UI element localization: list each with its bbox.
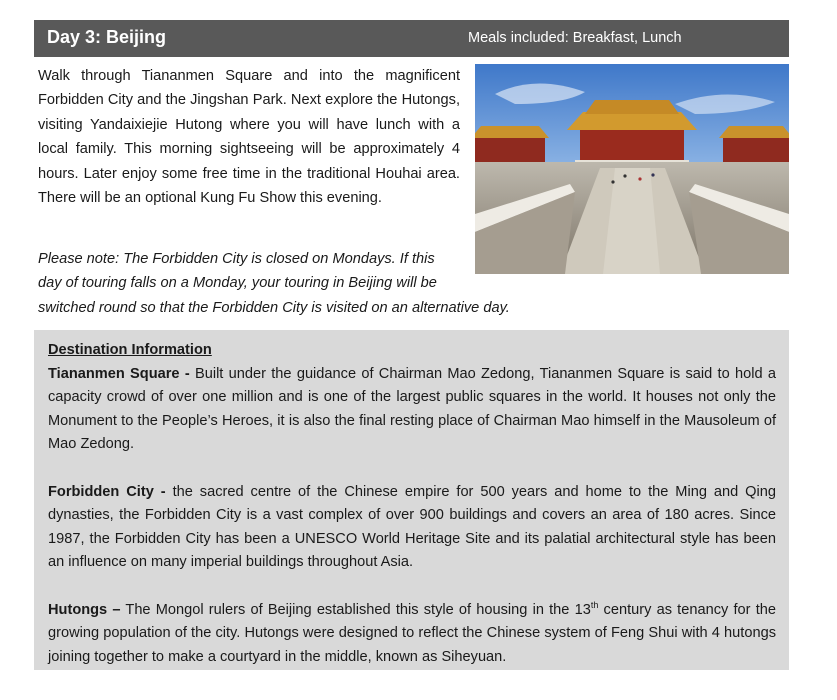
- note-line: Please note: The Forbidden City is closed on Mondays. If this: [38, 251, 435, 267]
- entry-text: the sacred centre of the Chinese empire for 500 years and home to the Ming and Qing dynasties, the Forbidden City is a vast complex of over 900 buildings and covers an area of 180 acres. Since 1987, the Forbidden City has been a UNESCO World Heritage Site and its palatial architectural style has been an influence on many imperial buildings throughout Asia.: [48, 483, 776, 571]
- entry-name: Forbidden City -: [48, 483, 166, 500]
- note-line: day of touring falls on a Monday, your touring in Beijing will be: [38, 275, 437, 292]
- forbidden-city-photo: [475, 64, 789, 274]
- destination-info-panel: [34, 330, 789, 670]
- day-header: [34, 20, 789, 57]
- forbidden-city-entry: [48, 481, 776, 575]
- entry-text: century as tenancy for the growing population of the city. Hutongs were designed to reflect the Chinese system of Feng Shui with 4 hutongs joining together to make a courtyard in the middle, known as Siheyuan.: [48, 601, 776, 665]
- entry-name: Tiananmen Square -: [48, 365, 190, 382]
- note-line: switched round so that the Forbidden City is visited on an alternative day.: [38, 299, 510, 316]
- tiananmen-entry: [48, 363, 776, 457]
- day-title: Day 3: Beijing: [47, 27, 167, 47]
- entry-text: The Mongol rulers of Beijing established this style of housing in the 13: [120, 601, 591, 618]
- itinerary-description: Walk through Tiananmen Square and into the magnificent Forbidden City and the Jingshan Park. Next explore the Hutongs, visiting Yandaixiejie Hutong where you will have lunch with a local family. This morning sightseeing will be approximately 4 hours. Later enjoy some free time in the traditional Houhai area. There will be an optional Kung Fu Show this evening.: [38, 68, 460, 207]
- entry-text: Built under the guidance of Chairman Mao Zedong, Tiananmen Square is said to hold a capacity crowd of over one million and is one of the largest public squares in the world. It houses not only the Monument to the People’s Heroes, it is also the final resting place of Chairman Mao himself in the Mausoleum of Mao Zedong.: [48, 365, 777, 453]
- superscript: th: [590, 599, 599, 610]
- destination-heading: Destination Information: [48, 342, 212, 358]
- entry-name: Hutongs –: [48, 601, 121, 618]
- meals-included: Meals included: Breakfast, Lunch: [468, 30, 682, 46]
- hutongs-entry: [48, 599, 776, 670]
